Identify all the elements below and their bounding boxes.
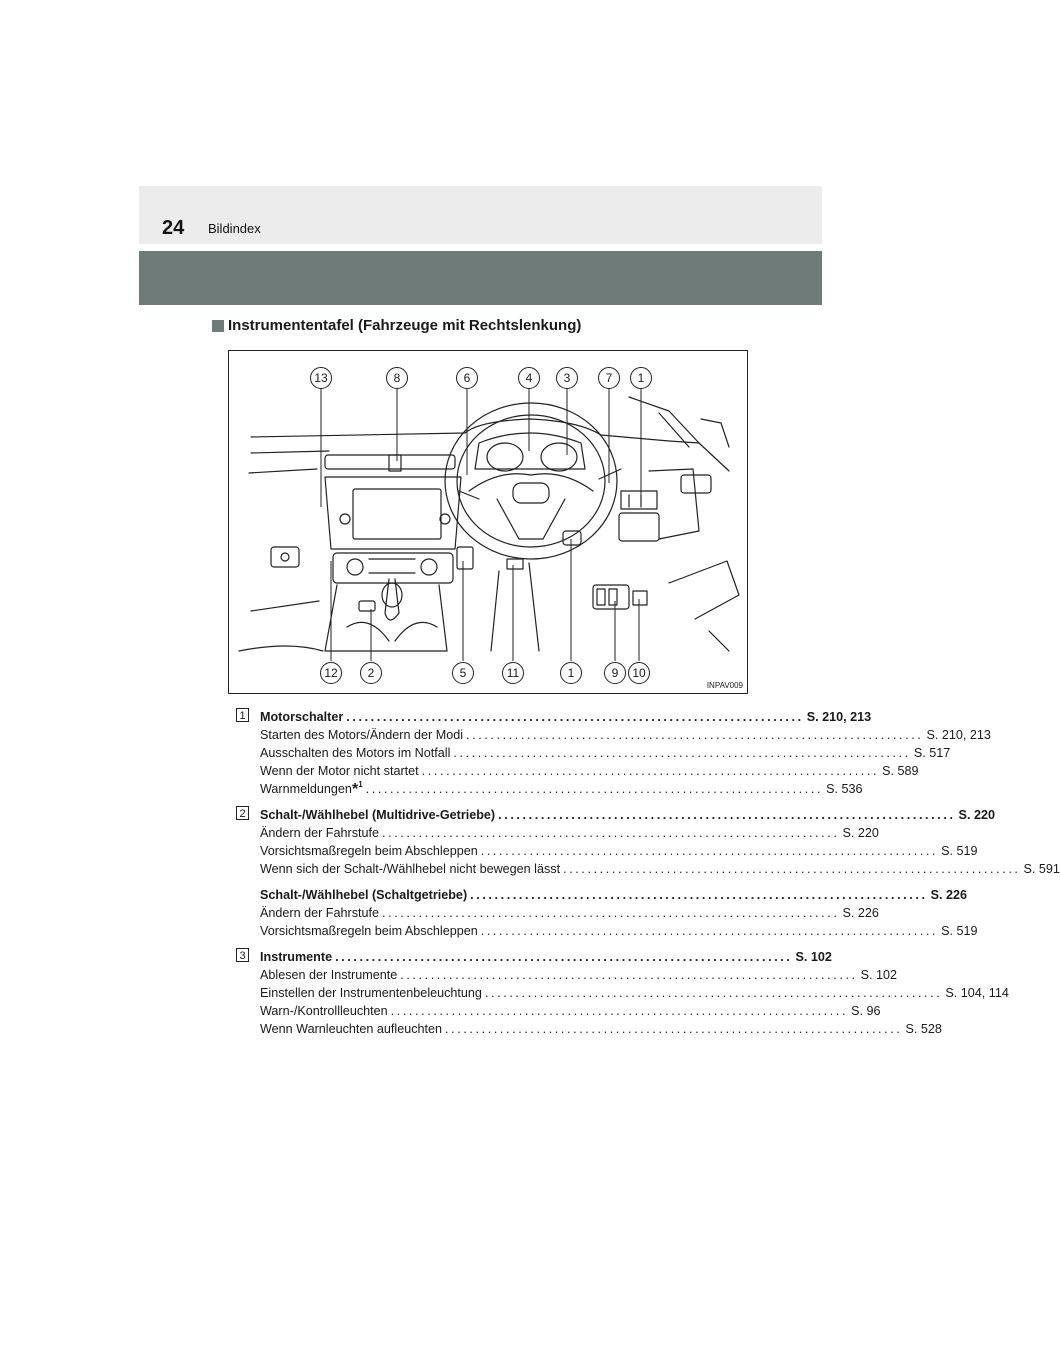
dot-leader: ........................................................................... (466, 728, 924, 742)
page-reference-link[interactable]: S. 220 (958, 808, 995, 822)
page-reference-link[interactable]: S. 102 (795, 950, 832, 964)
dot-leader: ........................................................................... (390, 1004, 849, 1018)
dot-leader: ........................................................................... (382, 906, 840, 920)
item-title: Instrumente (260, 950, 333, 964)
list-item (236, 708, 991, 798)
item-subline (260, 744, 951, 762)
dot-leader: ........................................................................... (346, 710, 804, 724)
page-reference-link[interactable]: S. 519 (941, 844, 978, 858)
subline-text: Wenn sich der Schalt-/Wählhebel nicht bewegen lässt (260, 862, 561, 876)
subline-text: Ablesen der Instrumente (260, 968, 398, 982)
dashboard-illustration (228, 350, 748, 694)
subline-label: Warnmeldungen (260, 782, 352, 796)
subline-text: Ändern der Fahrstufe (260, 826, 380, 840)
page-reference-link[interactable]: S. 102 (860, 968, 898, 982)
list-item (236, 806, 1060, 940)
page-reference-link[interactable]: S. 96 (851, 1004, 881, 1018)
item-title: Motorschalter (260, 710, 344, 724)
subline-text: Wenn der Motor nicht startet (260, 764, 419, 778)
callout-11: 11 (502, 662, 524, 684)
dot-leader: ........................................................................... (453, 746, 911, 760)
item-title-line (260, 708, 872, 726)
item-group (260, 886, 978, 940)
item-title-line (260, 886, 967, 904)
subline-text: Ändern der Fahrstufe (260, 906, 380, 920)
item-subline (260, 1020, 942, 1038)
section-heading-text: Instrumententafel (Fahrzeuge mit Rechtslenkung) (228, 317, 582, 334)
page-reference-link[interactable]: S. 591 (1023, 862, 1060, 876)
item-title-line (260, 948, 832, 966)
item-subline (260, 780, 863, 798)
dot-leader: ........................................................................... (335, 950, 793, 964)
subline-text: Starten des Motors/Ändern der Modi (260, 728, 464, 742)
page-reference-link[interactable]: S. 589 (882, 764, 919, 778)
item-number: 2 (236, 806, 249, 820)
footnote-ref: *1 (351, 780, 363, 798)
callout-10: 10 (628, 662, 650, 684)
page-reference-link[interactable]: S. 519 (941, 924, 978, 938)
page-reference-link[interactable]: S. 528 (905, 1022, 942, 1036)
list-item (236, 948, 1009, 1038)
section-heading (212, 318, 581, 334)
callout-13: 13 (310, 367, 332, 389)
item-group (260, 948, 1009, 1038)
subline-text: Vorsichtsmaßregeln beim Abschleppen (260, 844, 478, 858)
item-title-line (260, 806, 995, 824)
item-title: Schalt-/Wählhebel (Schaltgetriebe) (260, 888, 468, 902)
item-subline (260, 904, 879, 922)
figure-code: INPAV009 (706, 681, 743, 690)
page-reference-link[interactable]: S. 517 (913, 746, 951, 760)
item-subline (260, 842, 978, 860)
item-subline (260, 762, 919, 780)
chapter-title: Bildindex (208, 221, 261, 236)
dot-leader: ........................................................................... (484, 986, 943, 1000)
subline-text: Wenn Warnleuchten aufleuchten (260, 1022, 443, 1036)
page-reference-link[interactable]: S. 220 (842, 826, 879, 840)
subline-text: Einstellen der Instrumentenbeleuchtung (260, 986, 482, 1000)
item-subline (260, 824, 879, 842)
callout-7: 7 (598, 367, 620, 389)
item-subline (260, 726, 991, 744)
subline-text (260, 780, 363, 798)
footnote-number: 1 (358, 780, 363, 789)
page-reference-link[interactable]: S. 210, 213 (806, 710, 872, 724)
dot-leader: ........................................................................... (365, 782, 824, 796)
callout-12: 12 (320, 662, 342, 684)
subline-text: Warn-/Kontrollleuchten (260, 1004, 388, 1018)
page-number: 24 (162, 217, 185, 239)
dot-leader: ........................................................................... (445, 1022, 903, 1036)
section-banner (139, 251, 822, 305)
dot-leader: ........................................................................... (382, 826, 840, 840)
callout-6: 6 (456, 367, 478, 389)
item-subline (260, 1002, 881, 1020)
page-reference-link[interactable]: S. 226 (930, 888, 967, 902)
callout-8: 8 (386, 367, 408, 389)
heading-square-icon (212, 320, 224, 332)
dot-leader: ........................................................................... (498, 808, 956, 822)
item-group (260, 708, 991, 798)
callout-5: 5 (452, 662, 474, 684)
footnote-marker (352, 781, 363, 798)
item-subline (260, 922, 978, 940)
page-reference-link[interactable]: S. 210, 213 (926, 728, 991, 742)
item-title: Schalt-/Wählhebel (Multidrive-Getriebe) (260, 808, 496, 822)
dot-leader: ........................................................................... (470, 888, 928, 902)
page-reference-link[interactable]: S. 104, 114 (945, 986, 1009, 1000)
item-group (260, 806, 1060, 878)
page-reference-link[interactable]: S. 226 (842, 906, 879, 920)
dot-leader: ........................................................................... (480, 924, 939, 938)
dot-leader: ........................................................................... (421, 764, 880, 778)
page-reference-link[interactable]: S. 536 (826, 782, 863, 796)
callout-1-top: 1 (630, 367, 652, 389)
callout-4: 4 (518, 367, 540, 389)
callout-1-bottom: 1 (560, 662, 582, 684)
dot-leader: ........................................................................... (563, 862, 1021, 876)
item-list (236, 708, 1060, 1046)
dot-leader: ........................................................................... (400, 968, 858, 982)
dot-leader: ........................................................................... (480, 844, 939, 858)
subline-text: Vorsichtsmaßregeln beim Abschleppen (260, 924, 478, 938)
callout-2: 2 (360, 662, 382, 684)
item-subline (260, 966, 898, 984)
item-number: 1 (236, 708, 249, 722)
item-subline (260, 860, 1060, 878)
callout-3: 3 (556, 367, 578, 389)
callout-9: 9 (604, 662, 626, 684)
dashboard-drawing (229, 351, 749, 695)
item-number: 3 (236, 948, 249, 962)
item-subline (260, 984, 1009, 1002)
subline-text: Ausschalten des Motors im Notfall (260, 746, 451, 760)
